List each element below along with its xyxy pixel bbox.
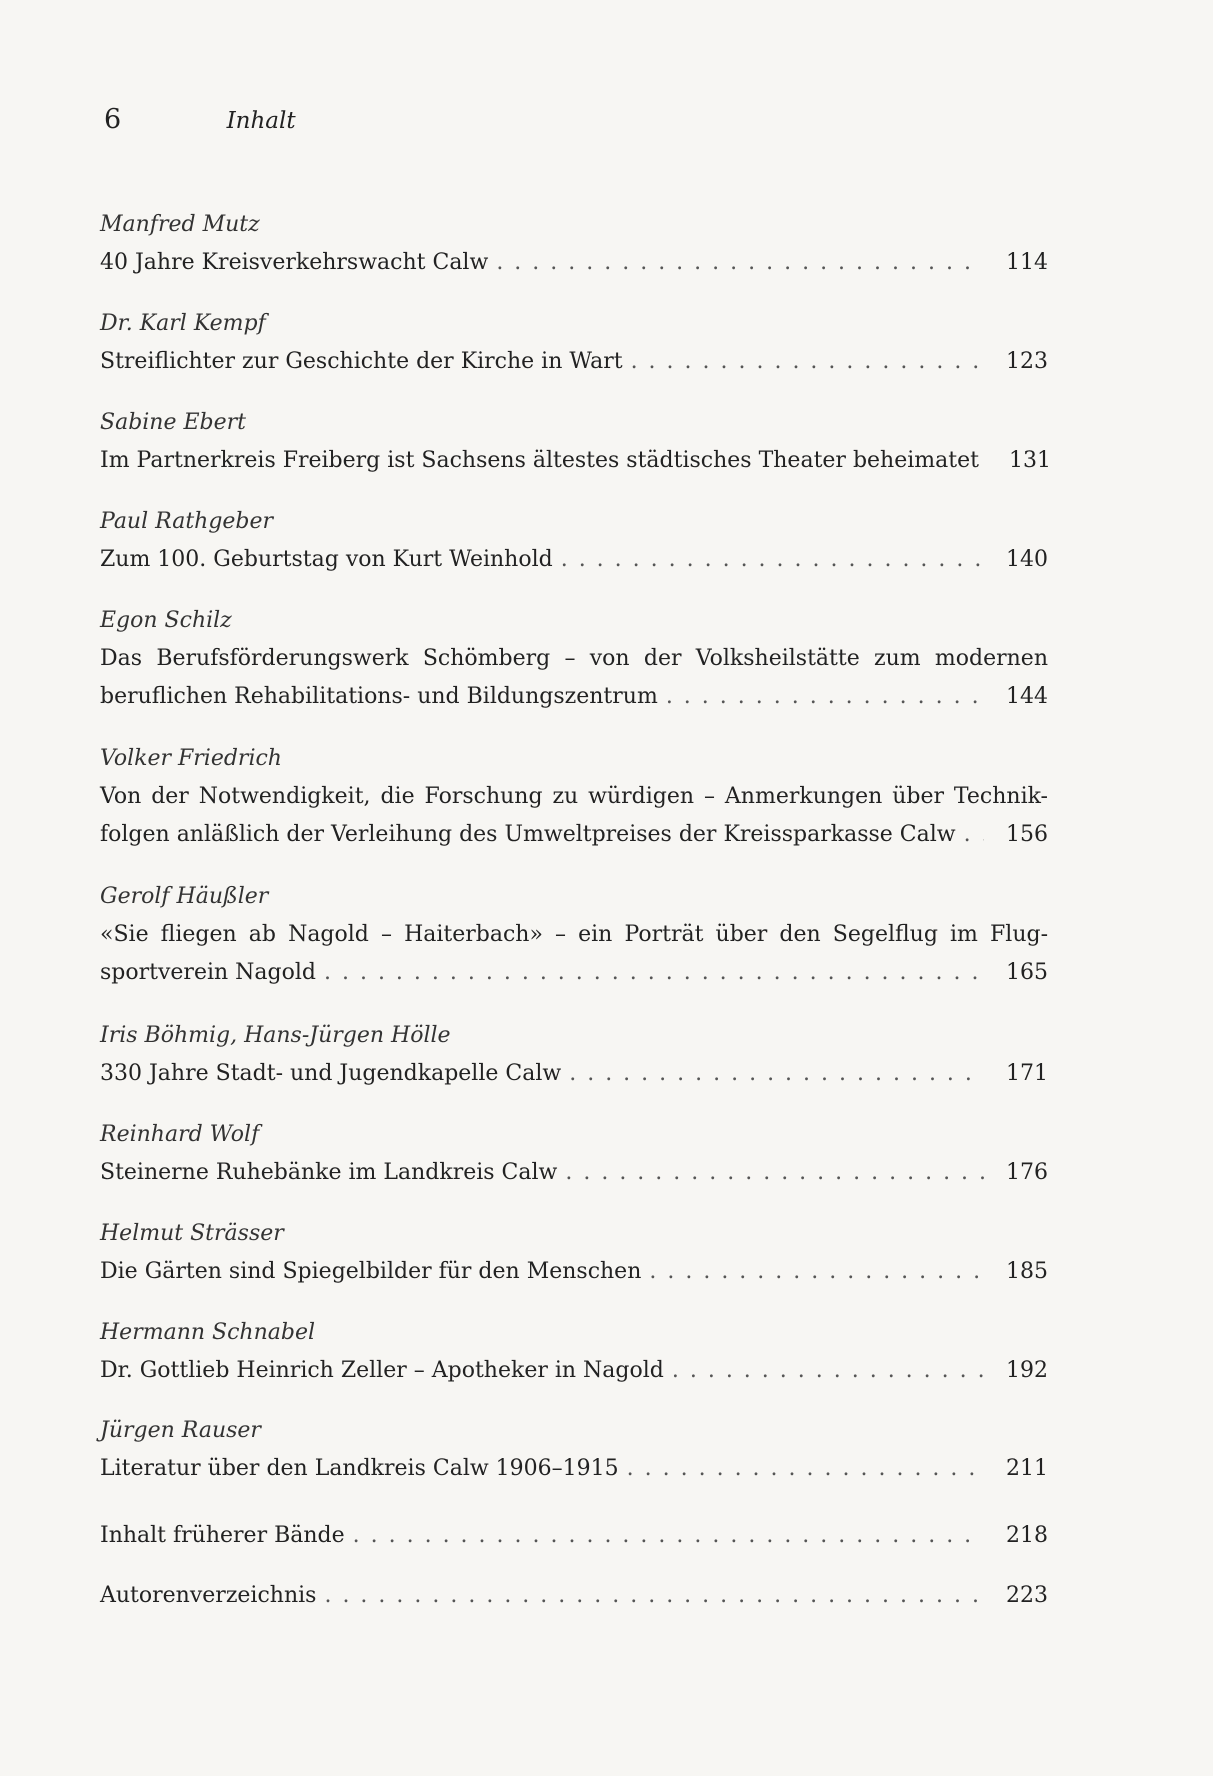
running-head [104, 104, 296, 135]
page-ref: 185 [1006, 1259, 1048, 1284]
article-title: 330 Jahre Stadt- und Jugendkapelle Calw [100, 1061, 562, 1086]
page-ref: 192 [1006, 1358, 1048, 1383]
dot-leader [561, 541, 984, 579]
toc-line [100, 541, 1048, 579]
article-title: Inhalt früherer Bände [100, 1523, 345, 1548]
page-ref: 176 [1006, 1160, 1048, 1185]
toc-entry [100, 602, 1048, 716]
dot-leader [627, 1450, 984, 1488]
dot-leader [666, 678, 984, 716]
dot-leader [672, 1352, 984, 1390]
article-title: Steinerne Ruhebänke im Landkreis Calw [100, 1160, 558, 1185]
toc-entry [100, 1215, 1048, 1291]
author: Egon Schilz [100, 608, 232, 633]
dot-leader [569, 1055, 984, 1093]
article-title: Autorenverzeichnis [100, 1583, 317, 1608]
article-title: Streiflichter zur Geschichte der Kirche in Wart [100, 349, 623, 374]
toc-entry [100, 878, 1048, 992]
page-ref: 218 [1006, 1523, 1048, 1548]
page-ref: 114 [1006, 250, 1048, 275]
page-ref: 123 [1006, 349, 1048, 374]
article-title: Zum 100. Geburtstag von Kurt Weinhold [100, 547, 553, 572]
article-title: Die Gärten sind Spiegelbilder für den Menschen [100, 1259, 642, 1284]
toc-entry [100, 1116, 1048, 1192]
page-ref: 144 [1006, 684, 1048, 709]
author: Jürgen Rauser [100, 1418, 261, 1443]
article-title-line-2: beruflichen Rehabilitations- und Bildungszentrum [100, 684, 658, 709]
dot-leader [964, 816, 984, 854]
article-title: Im Partnerkreis Freiberg ist Sachsens ältestes städtisches Theater beheimatet [100, 448, 979, 473]
toc-line [100, 343, 1048, 381]
toc-line [100, 1450, 1048, 1488]
toc-line [100, 1154, 1048, 1192]
article-title-line-2: sportverein Nagold [100, 960, 316, 985]
dot-leader [324, 954, 984, 992]
toc-line [100, 1055, 1048, 1093]
author: Dr. Karl Kempf [100, 311, 266, 336]
author: Iris Böhmig, Hans-Jürgen Hölle [100, 1023, 451, 1048]
toc-line [100, 244, 1048, 282]
article-title: Dr. Gottlieb Heinrich Zeller – Apotheker in Nagold [100, 1358, 664, 1383]
dot-leader [324, 1577, 984, 1615]
toc-entry [100, 404, 1051, 480]
dot-leader [353, 1517, 984, 1555]
toc-entry [100, 1517, 1048, 1555]
article-title-line-1: «Sie fliegen ab Nagold – Haiterbach» – ein Porträt über den Segelflug im Flug- [100, 922, 1048, 947]
article-title-line-2: folgen anläßlich der Verleihung des Umweltpreises der Kreissparkasse Calw [100, 822, 956, 847]
toc-entry [100, 503, 1048, 579]
article-title-line-1: Von der Notwendigkeit, die Forschung zu würdigen – Anmerkungen über Technik- [100, 784, 1048, 809]
dot-leader [496, 244, 984, 282]
toc-entry [100, 740, 1048, 854]
toc-entry [100, 1017, 1048, 1093]
dot-leader [631, 343, 984, 381]
page-ref: 140 [1006, 547, 1048, 572]
article-title: Literatur über den Landkreis Calw 1906–1915 [100, 1456, 619, 1481]
page-ref: 131 [1008, 448, 1051, 473]
page-ref: 211 [1006, 1456, 1048, 1481]
dot-leader [649, 1253, 984, 1291]
toc-entry [100, 1577, 1048, 1615]
toc-entry [100, 1314, 1048, 1390]
toc-entry [100, 305, 1048, 381]
toc-line [100, 1352, 1048, 1390]
dot-leader [565, 1154, 984, 1192]
section-title: Inhalt [226, 108, 296, 134]
page-ref: 156 [1006, 822, 1048, 847]
author: Paul Rathgeber [100, 509, 274, 534]
author: Gerolf Häußler [100, 884, 269, 909]
author: Volker Friedrich [100, 746, 282, 771]
author: Hermann Schnabel [100, 1320, 316, 1345]
article-title: 40 Jahre Kreisverkehrswacht Calw [100, 250, 489, 275]
toc-line [100, 442, 1051, 480]
toc-line [100, 1253, 1048, 1291]
toc-entry [100, 206, 1048, 282]
toc-line [100, 678, 1048, 716]
toc-entry [100, 1412, 1048, 1488]
toc-line [100, 816, 1048, 854]
toc-line [100, 1517, 1048, 1555]
page-ref: 223 [1006, 1583, 1048, 1608]
toc-line [100, 954, 1048, 992]
author: Sabine Ebert [100, 410, 247, 435]
page-number: 6 [104, 104, 122, 135]
page-ref: 165 [1006, 960, 1048, 985]
author: Manfred Mutz [100, 212, 260, 237]
author: Reinhard Wolf [100, 1122, 260, 1147]
article-title-line-1: Das Berufsförderungswerk Schömberg – von der Volksheilstätte zum modernen [100, 646, 1048, 671]
page-ref: 171 [1006, 1061, 1048, 1086]
toc-line [100, 1577, 1048, 1615]
author: Helmut Strässer [100, 1221, 284, 1246]
